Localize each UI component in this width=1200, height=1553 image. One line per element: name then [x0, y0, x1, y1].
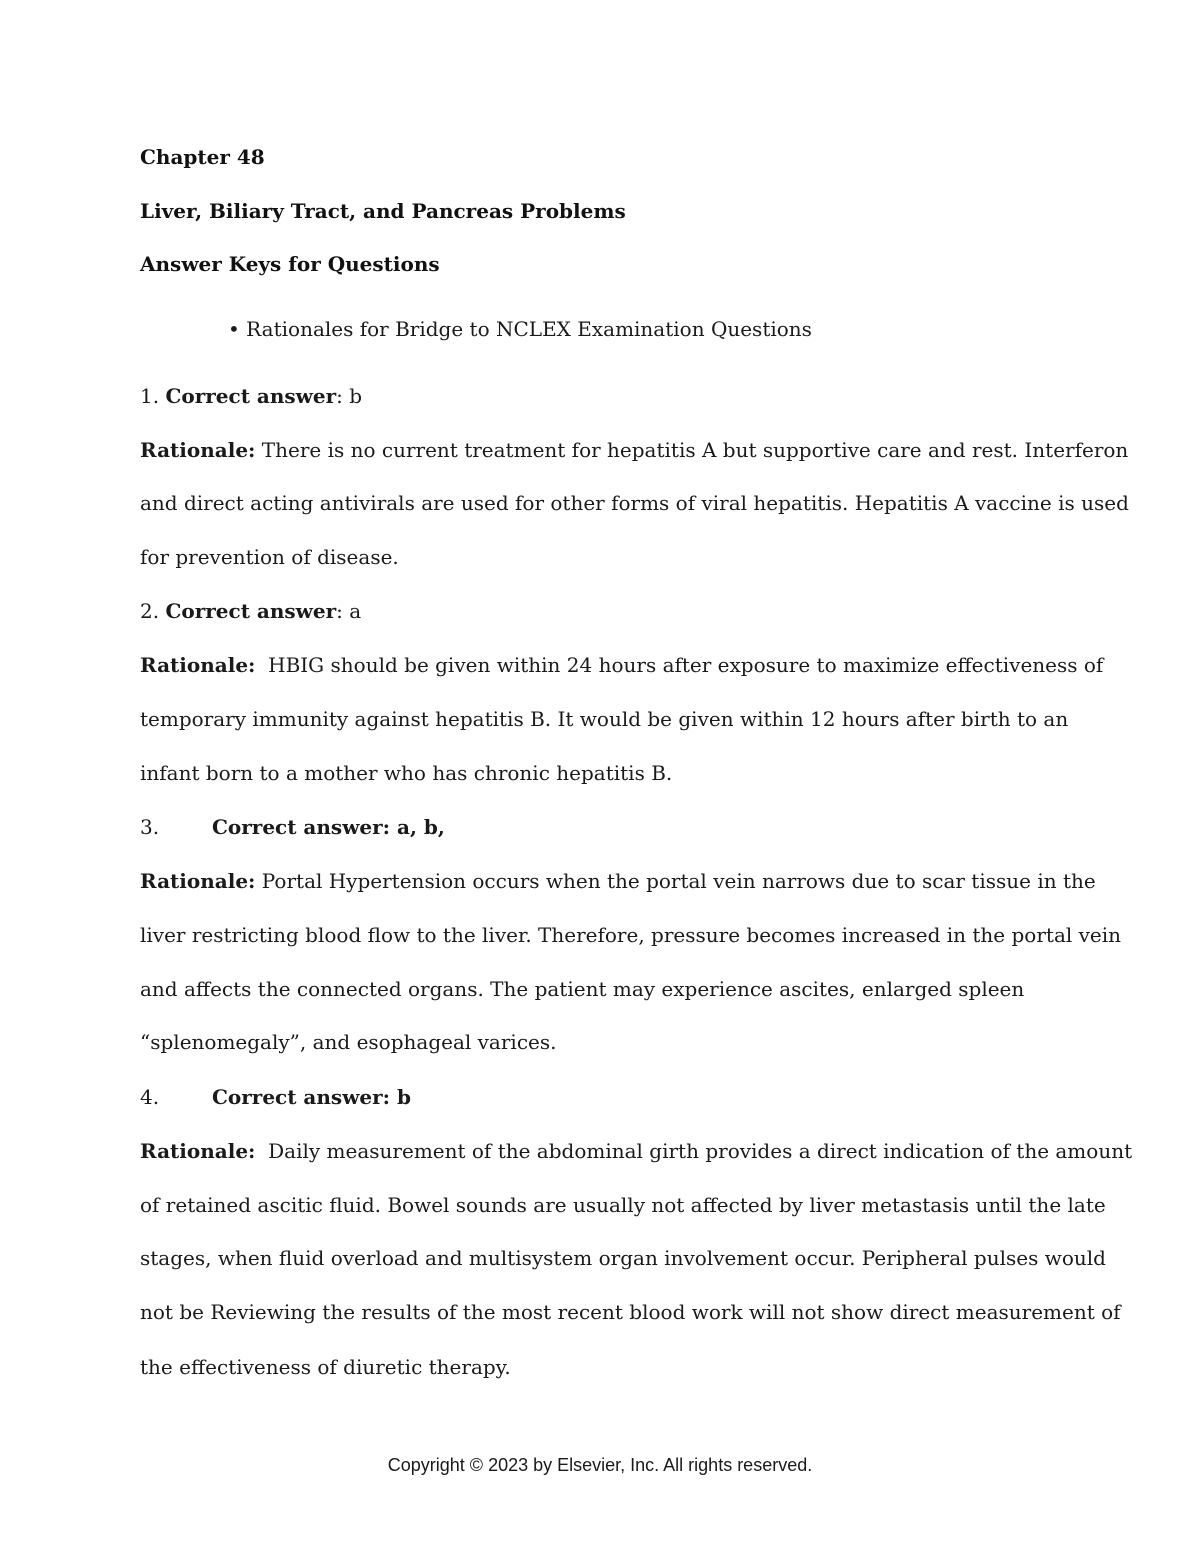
question-3-rationale-line [140, 867, 1096, 895]
question-3-rationale-line: liver restricting blood flow to the liver. Therefore, pressure becomes increased in the portal vein [140, 923, 1122, 947]
rationale-label: Rationale: [140, 438, 256, 462]
question-4-rationale-line: of retained ascitic fluid. Bowel sounds are usually not affected by liver metastasis until the late [140, 1193, 1106, 1217]
question-2-rationale-line: infant born to a mother who has chronic hepatitis B. [140, 761, 673, 785]
question-4-rationale-line: the effectiveness of diuretic therapy. [140, 1355, 511, 1379]
question-4-rationale-line [140, 1137, 1132, 1165]
bullet-text: Rationales for Bridge to NCLEX Examination Questions [246, 317, 812, 341]
copyright-footer: Copyright © 2023 by Elsevier, Inc. All rights reserved. [387, 1455, 813, 1475]
question-3-answer [140, 813, 445, 841]
question-4-rationale-line: stages, when fluid overload and multisystem organ involvement occur. Peripheral pulses would [140, 1246, 1106, 1270]
chapter-heading: Chapter 48 [140, 145, 265, 169]
rationale-label: Rationale: [140, 1139, 256, 1163]
rationale-label: Rationale: [140, 869, 256, 893]
bullet-symbol: • [228, 317, 240, 341]
answer-value: : a [336, 599, 362, 623]
rationale-text: HBIG should be given within 24 hours after exposure to maximize effectiveness of [268, 653, 1104, 677]
question-3-rationale-line: and affects the connected organs. The patient may experience ascites, enlarged spleen [140, 977, 1025, 1001]
question-1-rationale-line: and direct acting antivirals are used for other forms of viral hepatitis. Hepatitis A vaccine is used [140, 491, 1129, 515]
question-number: 1. [140, 384, 160, 408]
rationale-text: Daily measurement of the abdominal girth provides a direct indication of the amount [268, 1139, 1133, 1163]
answer-label: Correct answer [165, 384, 337, 408]
bullet-item [228, 315, 812, 343]
question-number: 4. [140, 1085, 160, 1109]
answer-value: : b [336, 384, 363, 408]
rationale-text: Portal Hypertension occurs when the portal vein narrows due to scar tissue in the [261, 869, 1096, 893]
question-1-rationale-line [140, 436, 1128, 464]
question-4-rationale-line: not be Reviewing the results of the most recent blood work will not show direct measurement of [140, 1300, 1121, 1324]
answer-label: Correct answer: b [212, 1085, 412, 1109]
answer-label: Correct answer: a, b, [212, 815, 445, 839]
question-number: 2. [140, 599, 160, 623]
question-2-rationale-line [140, 651, 1103, 679]
rationale-label: Rationale: [140, 653, 256, 677]
answer-label: Correct answer [165, 599, 337, 623]
question-1-rationale-line: for prevention of disease. [140, 545, 399, 569]
section-heading: Answer Keys for Questions [140, 252, 440, 276]
question-4-answer [140, 1083, 411, 1111]
chapter-subtitle: Liver, Biliary Tract, and Pancreas Problems [140, 199, 626, 223]
question-number: 3. [140, 815, 160, 839]
question-2-answer [140, 597, 361, 625]
question-3-rationale-line: “splenomegaly”, and esophageal varices. [140, 1030, 557, 1054]
question-1-answer [140, 382, 362, 410]
rationale-text: There is no current treatment for hepatitis A but supportive care and rest. Interferon [261, 438, 1129, 462]
question-2-rationale-line: temporary immunity against hepatitis B. It would be given within 12 hours after birth to an [140, 707, 1069, 731]
